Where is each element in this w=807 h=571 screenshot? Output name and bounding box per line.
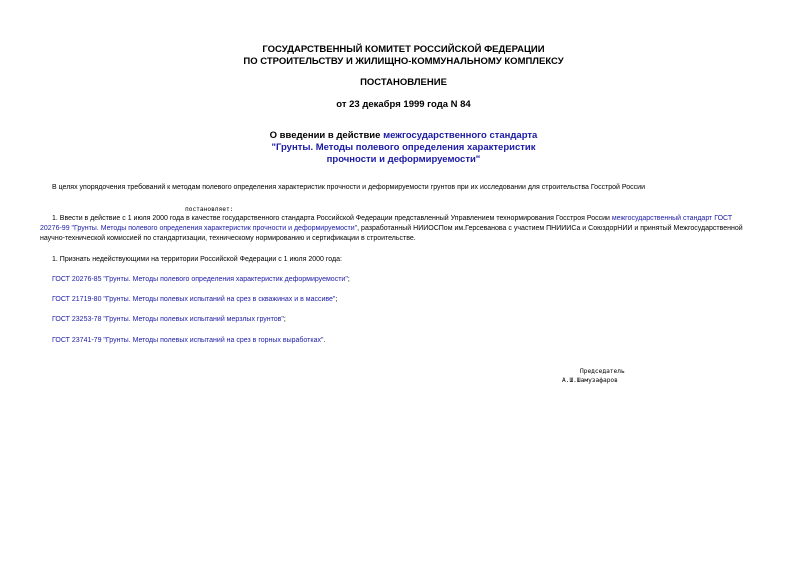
document-type: ПОСТАНОВЛЕНИЕ [360, 77, 447, 88]
item-separator: ; [335, 296, 338, 303]
repealed-standard-link[interactable]: ГОСТ 23741-79 "Грунты. Методы полевых испытаний на срез в горных выработках" [52, 337, 324, 344]
item-separator: . [323, 337, 326, 344]
title-prefix: О введении в действие [269, 130, 384, 141]
repealed-standard-link[interactable]: ГОСТ 23253-78 "Грунты. Методы полевых испытаний мерзлых грунтов" [52, 316, 284, 323]
title-standard-link-end[interactable]: прочности и деформируемости" [326, 154, 481, 165]
committee-name-line1: ГОСУДАРСТВЕННЫЙ КОМИТЕТ РОССИЙСКОЙ ФЕДЕРАЦИИ [262, 44, 545, 55]
title-standard-link[interactable]: межгосударственного стандарта [383, 130, 538, 141]
repealed-standard-item [52, 275, 350, 285]
decree-word: постановляет: [185, 206, 234, 213]
item1-standard-link[interactable]: межгосударственный стандарт ГОСТ [611, 215, 733, 222]
item-separator: ; [347, 276, 350, 283]
title-standard-link-cont[interactable]: "Грунты. Методы полевого определения характеристик [271, 142, 536, 153]
document-date-number: от 23 декабря 1999 года N 84 [336, 99, 471, 110]
committee-name-line2: ПО СТРОИТЕЛЬСТВУ И ЖИЛИЩНО-КОММУНАЛЬНОМУ КОМПЛЕКСУ [243, 56, 564, 67]
repealed-standard-item [52, 315, 286, 325]
item2-intro: 1. Признать недействующими на территории Российской Федерации с 1 июля 2000 года: [52, 256, 342, 263]
repealed-standard-link[interactable]: ГОСТ 20276-85 "Грунты. Методы полевого определения характеристик деформируемости" [52, 276, 348, 283]
document-title-line2 [0, 142, 807, 154]
item1-line2 [40, 224, 743, 234]
signature-role: Председатель [580, 368, 625, 375]
preamble-text: В целях упорядочения требований к методам полевого определения характеристик прочности и деформируемости грунтов при их исследовании для строительства Госстрой России [52, 184, 645, 191]
signature-name: А.Ш.Шамузафаров [562, 377, 618, 384]
repealed-standard-item [52, 295, 337, 305]
repealed-standard-link[interactable]: ГОСТ 21719-80 "Грунты. Методы полевых испытаний на срез в скважинах и в массиве" [52, 296, 336, 303]
document-title-line1 [0, 130, 807, 142]
item1-suffix: , разработанный НИИОСПом им.Герсеванова с участием ПНИИИСа и СоюздорНИИ и принятый Межгосударственной [357, 225, 743, 232]
item1-line1 [52, 214, 732, 224]
item1-prefix: 1. Ввести в действие с 1 июля 2000 года в качестве государственного стандарта Российской Федерации представленный Управлением технормирования Госстроя России [52, 215, 612, 222]
document-title-line3 [0, 154, 807, 166]
item1-standard-link-cont[interactable]: 20276-99 "Грунты. Методы полевого определения характеристик прочности и деформируемости" [40, 225, 358, 232]
item-separator: ; [283, 316, 286, 323]
repealed-standard-item [52, 336, 325, 346]
item1-line3: научно-технической комиссией по стандартизации, техническому нормированию и сертификации в строительстве. [40, 235, 416, 242]
